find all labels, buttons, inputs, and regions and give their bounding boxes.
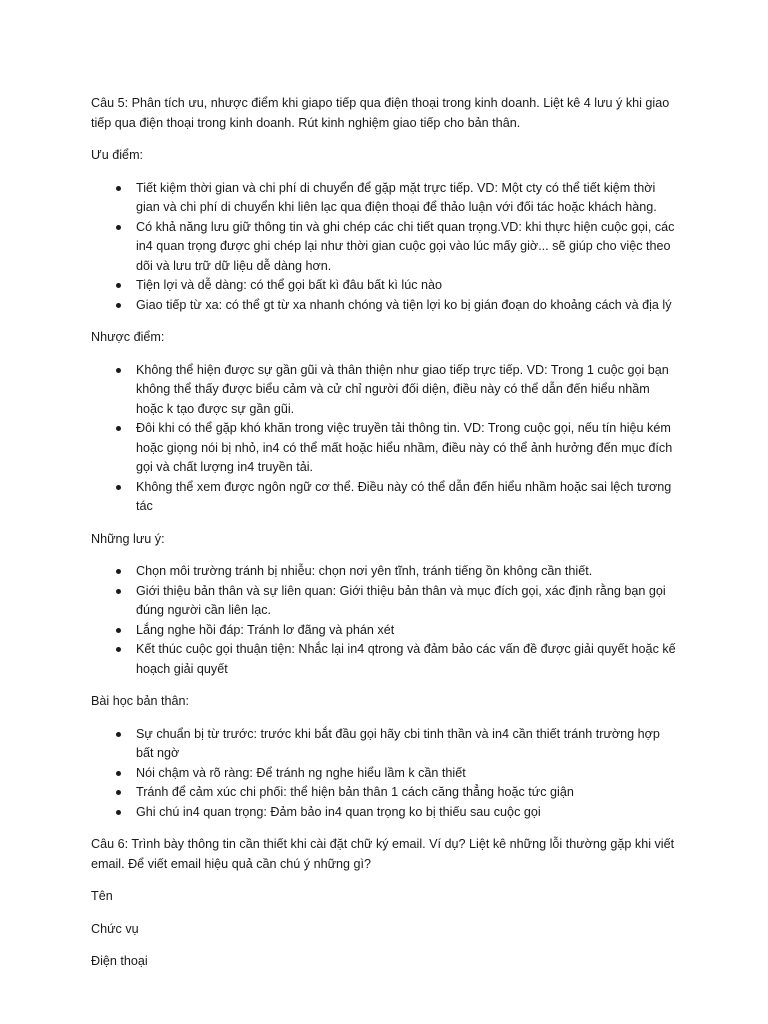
advantages-list	[91, 179, 680, 316]
list-item: Tiện lợi và dễ dàng: có thể gọi bất kì đâu bất kì lúc nào	[136, 276, 680, 296]
disadvantages-list	[91, 361, 680, 517]
list-item: Tránh để cảm xúc chi phối: thể hiện bản thân 1 cách căng thẳng hoặc tức giận	[136, 783, 680, 803]
bullet-icon	[116, 771, 121, 776]
list-item: Không thể xem được ngôn ngữ cơ thể. Điều này có thể dẫn đến hiểu nhầm hoặc sai lệch tương tác	[136, 478, 680, 517]
notes-list	[91, 562, 680, 679]
bullet-icon	[116, 225, 121, 230]
list-item: Đôi khi có thể gặp khó khăn trong việc truyền tải thông tin. VD: Trong cuộc gọi, nếu tín hiệu kém hoặc giọng nói bị nhỏ, in4 có thể mất hoặc hiểu nhầm, điều này có thể ảnh hưởng đến mục đích gọi và chất lượng in4 truyền tải.	[136, 419, 680, 478]
bullet-icon	[116, 790, 121, 795]
bullet-icon	[116, 303, 121, 308]
bullet-icon	[116, 647, 121, 652]
bullet-icon	[116, 628, 121, 633]
bullet-icon	[116, 186, 121, 191]
list-item: Tiết kiệm thời gian và chi phí di chuyển để gặp mặt trực tiếp. VD: Một cty có thể tiết kiệm thời gian và chi phí di chuyển khi liên lạc qua điện thoại để thảo luận với đối tác hoặc khách hàng.	[136, 179, 680, 218]
signature-line-phone: Điện thoại	[91, 954, 148, 968]
list-item: Nói chậm và rõ ràng: Để tránh ng nghe hiểu lầm k cần thiết	[136, 764, 680, 784]
list-item: Giới thiệu bản thân và sự liên quan: Giới thiệu bản thân và mục đích gọi, xác định rằng bạn gọi đúng người cần liên lạc.	[136, 582, 680, 621]
signature-line-name: Tên	[91, 889, 113, 903]
bullet-icon	[116, 732, 121, 737]
lessons-list	[91, 725, 680, 823]
list-item: Lắng nghe hồi đáp: Tránh lơ đãng và phán xét	[136, 621, 680, 641]
question-6: Câu 6: Trình bày thông tin cần thiết khi cài đặt chữ ký email. Ví dụ? Liệt kê những lỗi thường gặp khi viết email. Để viết email hiệu quả cần chú ý những gì?	[91, 837, 675, 871]
section-heading-notes: Những lưu ý:	[91, 531, 165, 546]
bullet-icon	[116, 368, 121, 373]
list-item: Sự chuẩn bị từ trước: trước khi bắt đầu gọi hãy cbi tinh thần và in4 cần thiết tránh trường hợp bất ngờ	[136, 725, 680, 764]
bullet-icon	[116, 589, 121, 594]
list-item: Giao tiếp từ xa: có thể gt từ xa nhanh chóng và tiện lợi ko bị gián đoạn do khoảng cách và địa lý	[136, 296, 680, 316]
list-item: Có khả năng lưu giữ thông tin và ghi chép các chi tiết quan trọng.VD: khi thực hiện cuộc gọi, các in4 quan trọng được ghi chép lại như thời gian cuộc gọi vào lúc mấy giờ... sẽ giúp cho việc theo dõi và lưu trữ dữ liệu dễ dàng hơn.	[136, 218, 680, 277]
bullet-icon	[116, 569, 121, 574]
question-5: Câu 5: Phân tích ưu, nhược điểm khi giapo tiếp qua điện thoại trong kinh doanh. Liệt kê 4 lưu ý khi giao tiếp qua điện thoại trong kinh doanh. Rút kinh nghiệm giao tiếp cho bản thân.	[91, 96, 670, 130]
section-heading-lessons: Bài học bản thân:	[91, 694, 190, 708]
signature-line-position: Chức vụ	[91, 921, 139, 936]
section-heading-disadvantages: Nhược điểm:	[91, 330, 165, 344]
list-item: Không thể hiện được sự gần gũi và thân thiện như giao tiếp trực tiếp. VD: Trong 1 cuộc gọi bạn không thể thấy được biểu cảm và cử chỉ người đối diện, điều này có thể dẫn đến hiểu nhầm hoặc k tạo được sự gần gũi.	[136, 361, 680, 420]
bullet-icon	[116, 485, 121, 490]
section-heading-advantages: Ưu điểm:	[91, 148, 144, 162]
list-item: Kết thúc cuộc gọi thuận tiện: Nhắc lại in4 qtrong và đảm bảo các vấn đề được giải quyết hoặc kế hoạch giải quyết	[136, 640, 680, 679]
bullet-icon	[116, 283, 121, 288]
list-item: Chọn môi trường tránh bị nhiễu: chọn nơi yên tĩnh, tránh tiếng ồn không cần thiết.	[136, 562, 680, 582]
list-item: Ghi chú in4 quan trọng: Đảm bảo in4 quan trọng ko bị thiếu sau cuộc gọi	[136, 803, 680, 823]
bullet-icon	[116, 426, 121, 431]
bullet-icon	[116, 810, 121, 815]
